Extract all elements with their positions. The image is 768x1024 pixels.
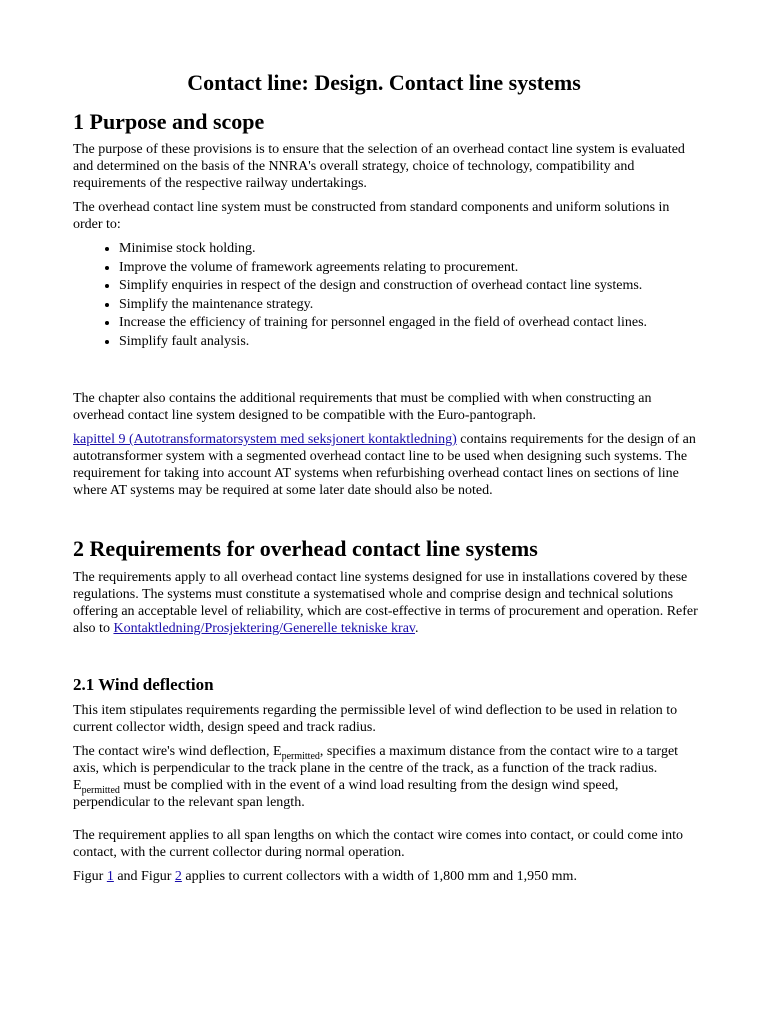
permitted-subscript: permitted — [281, 751, 320, 762]
figure-1-link[interactable]: 1 — [106, 869, 114, 884]
figure-2-link[interactable]: 2 — [174, 869, 182, 884]
paragraph-text: Figur — [73, 869, 107, 884]
section-2-1-heading: 2.1 Wind deflection — [73, 675, 214, 694]
section-1-paragraph-4 — [73, 431, 698, 499]
purpose-list — [73, 240, 739, 351]
list-item: • Simplify enquiries in respect of the design and construction of overhead contact line systems. — [119, 277, 739, 294]
list-item: • Improve the volume of framework agreements relating to procurement. — [119, 259, 739, 276]
paragraph-text: The contact wire's wind deflection, E — [73, 744, 282, 759]
paragraph-text: The requirements apply to all overhead contact line systems designed for use in installations covered by these regulations. The systems must constitute a systematised whole and comprise design and technical solutions offering an acceptable level of reliability, which are cost-effective in terms of procurement and operation. Refer also to — [73, 570, 698, 636]
section-2-1-paragraph-3: The requirement applies to all span lengths on which the contact wire comes into contact, or could come into contact, with the current collector during normal operation. — [73, 828, 683, 860]
list-item: • Simplify the maintenance strategy. — [119, 296, 739, 313]
section-2-1-paragraph-4 — [73, 868, 698, 885]
paragraph-text: and Figur — [113, 869, 175, 884]
list-item: • Simplify fault analysis. — [119, 333, 739, 350]
section-1-paragraph-1: The purpose of these provisions is to ensure that the selection of an overhead contact line system is evaluated and determined on the basis of the NNRA's overall strategy, choice of technology, compatibility and requirements of the respective railway undertakings. — [73, 142, 685, 191]
section-1-heading: 1 Purpose and scope — [73, 109, 265, 134]
section-2-1-paragraph-2 — [73, 743, 698, 811]
paragraph-text: must be complied with in the event of a wind load resulting from the design wind speed, perpendicular to the relevant span length. — [73, 778, 619, 810]
section-2-heading: 2 Requirements for overhead contact line systems — [73, 536, 538, 561]
autotransformer-chapter-link[interactable]: kapittel 9 (Autotransformatorsystem med seksjonert kontaktledning) — [73, 432, 457, 447]
paragraph-text: contains requirements for the design of an autotransformer system with a segmented overhead contact line to be used when designing such systems. The requirement for taking into account AT systems when refurbishing overhead contact lines on sections of line where AT systems may be required at some later date should also be noted. — [73, 432, 696, 498]
page-title: Contact line: Design. Contact line systems — [187, 70, 581, 95]
general-technical-requirements-link[interactable]: Kontaktledning/Prosjektering/Generelle tekniske krav — [113, 621, 416, 636]
section-2-paragraph-1 — [73, 569, 698, 637]
paragraph-end: . — [415, 621, 419, 636]
list-item: • Minimise stock holding. — [119, 240, 739, 257]
paragraph-text: applies to current collectors with a width of 1,800 mm and 1,950 mm. — [181, 869, 577, 884]
list-item: • Increase the efficiency of training for personnel engaged in the field of overhead contact lines. — [119, 314, 739, 331]
section-1-paragraph-3: The chapter also contains the additional requirements that must be complied with when constructing an overhead contact line system designed to be compatible with the Euro-pantograph. — [73, 391, 652, 423]
permitted-subscript: permitted — [81, 785, 120, 796]
section-1-paragraph-2: The overhead contact line system must be constructed from standard components and uniform solutions in order to: — [73, 200, 670, 232]
paragraph-text: , specifies a maximum distance from the contact wire to a target axis, which is perpendicular to the track plane in the centre of the track, as a function of the track radius. E — [73, 744, 679, 793]
section-2-1-paragraph-1: This item stipulates requirements regarding the permissible level of wind deflection to be used in relation to current collector width, design speed and track radius. — [73, 703, 678, 735]
